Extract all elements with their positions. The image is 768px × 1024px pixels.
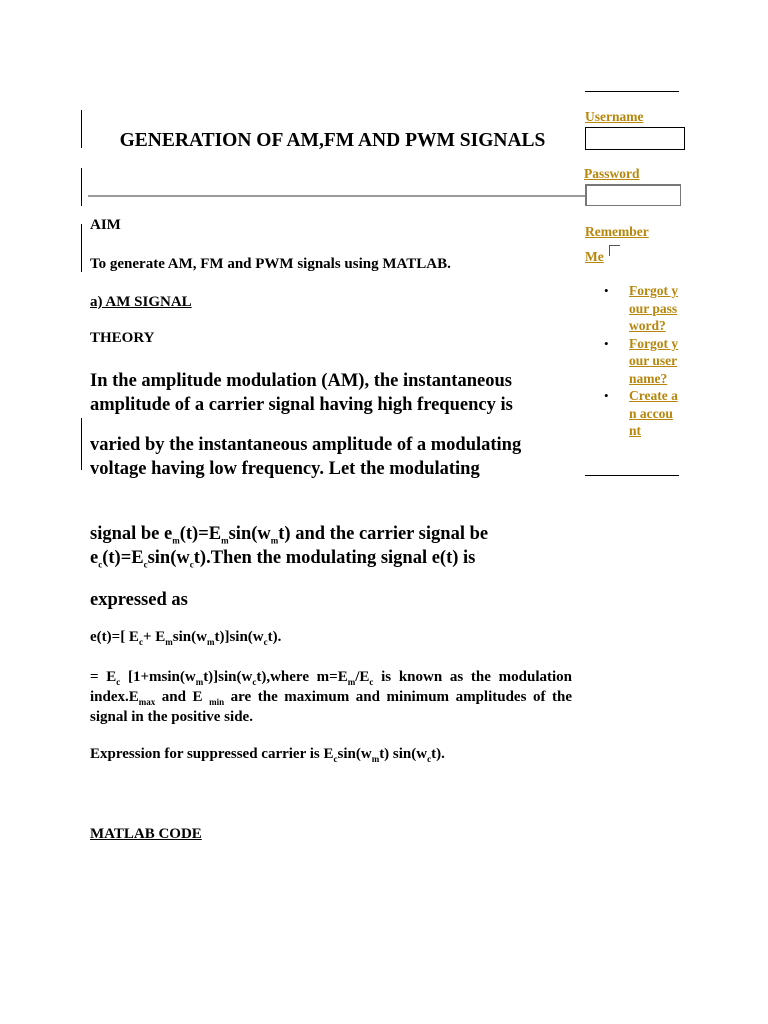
create-account-link[interactable]: Create an account (629, 388, 678, 438)
theory-heading: THEORY (90, 330, 155, 346)
equation-am: e(t)=[ $E_c+ E_m\sin(w_mt)]\sin(w_ct)$. (90, 629, 282, 647)
list-item (600, 282, 680, 335)
username-label[interactable]: Username (585, 109, 644, 124)
matlab-code-heading: MATLAB CODE (90, 826, 202, 842)
theory-paragraph-4: expressed as (90, 590, 188, 610)
margin-bar-3 (81, 224, 82, 272)
remember-me-label-line2[interactable]: Me (585, 249, 604, 264)
login-bottom-rule (585, 475, 679, 476)
aim-heading: AIM (90, 217, 121, 233)
margin-bar-1 (81, 110, 82, 148)
theory-paragraph-3: signal be $e_m(t)=E_m\sin(w_mt)$ and the carrier signal be $e_c(t)=E_c\sin(w_ct).Then$ the modulating signal e(t) is (90, 524, 489, 570)
equation-suppressed-carrier: Expression for suppressed carrier is $E_c\sin(w_mt)$ $\sin(w_ct)$. (90, 746, 445, 764)
list-item (600, 387, 680, 440)
document-title: GENERATION OF AM,FM AND PWM SIGNALS (119, 130, 546, 151)
remember-me-checkbox[interactable] (609, 245, 620, 256)
login-top-rule (585, 91, 679, 92)
theory-paragraph-1: In the amplitude modulation (AM), the instantaneous amplitude of a carrier signal having high frequency is (90, 371, 513, 415)
account-links (600, 282, 680, 440)
margin-bar-4 (81, 418, 82, 470)
aim-text: To generate AM, FM and PWM signals using MATLAB. (90, 256, 451, 272)
password-label[interactable]: Password (584, 166, 640, 181)
password-input[interactable] (585, 184, 681, 206)
margin-bar-2 (81, 168, 82, 206)
forgot-username-link[interactable]: Forgot your username? (629, 335, 679, 386)
forgot-password-link[interactable]: Forgot your password? (629, 283, 679, 333)
remember-me-label-line1[interactable]: Remember (585, 224, 649, 239)
theory-paragraph-2: varied by the instantaneous amplitude of a modulating voltage having low frequency. Let the modulating (90, 435, 522, 479)
equation-modulation-index: = $E_c$ $[1+msin(w_mt)]\sin(w_ct),where$ $m=E_m/E_c$ is known as the modulation $index.E_{max}$ and E $_{min}$ are the maximum and minimum amplitudes of the signal in the positive side. (90, 669, 573, 725)
section-heading-am: a) AM SIGNAL (90, 294, 192, 310)
username-input[interactable] (585, 127, 685, 150)
list-item (600, 335, 680, 388)
